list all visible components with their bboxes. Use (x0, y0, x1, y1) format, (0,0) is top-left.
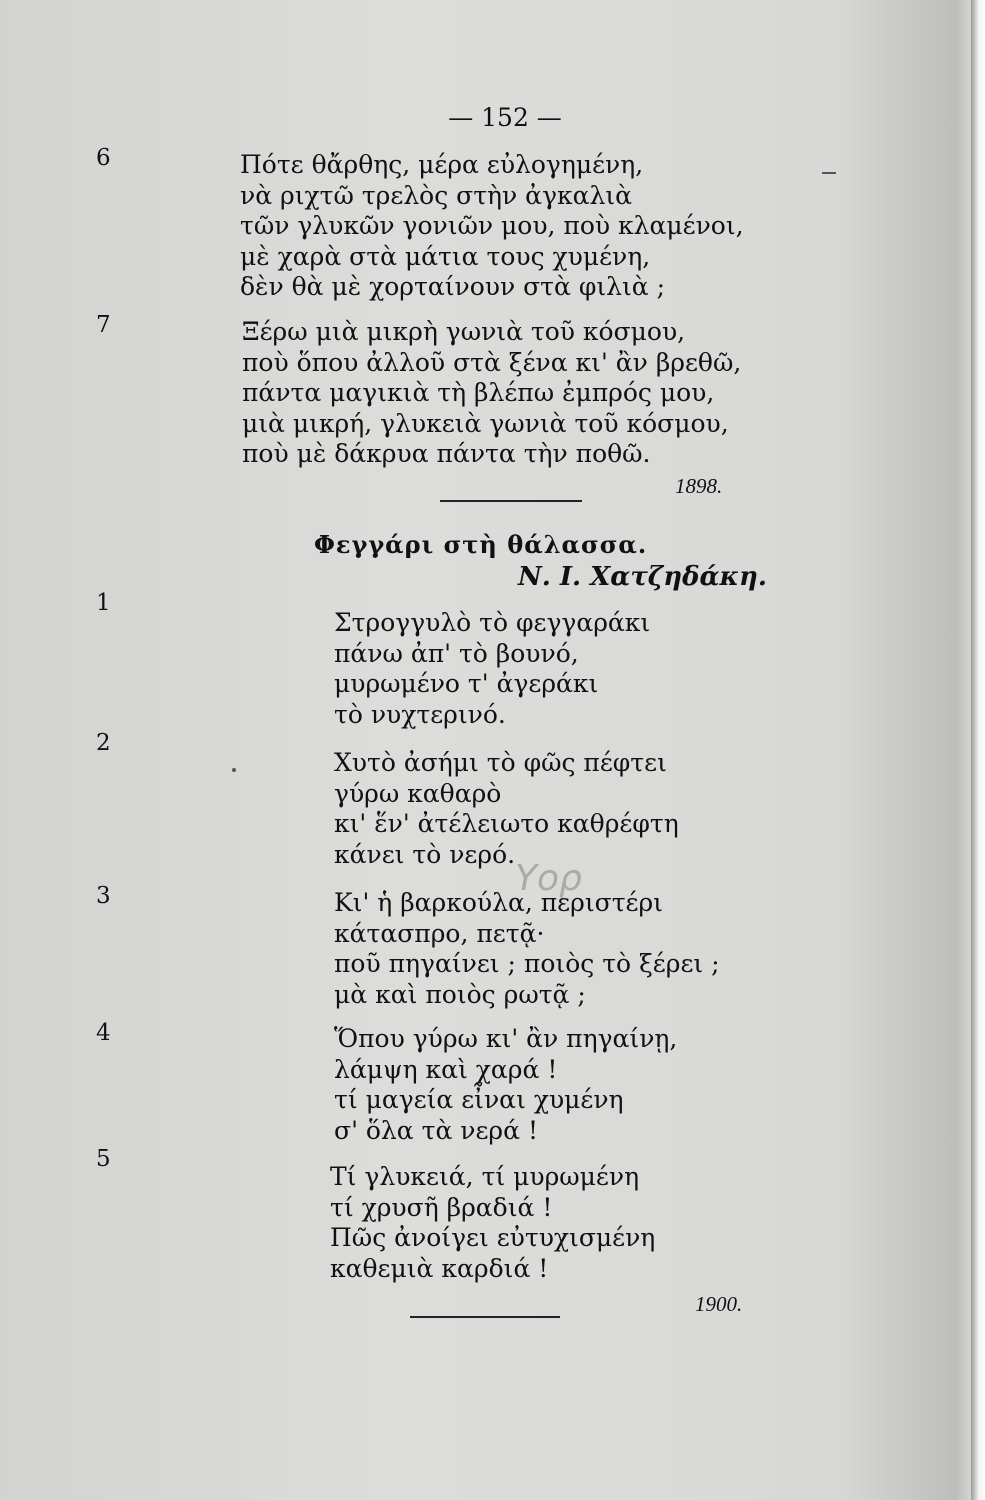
stray-mark (822, 172, 836, 174)
verse-line: πάνω ἀπ' τὸ βουνό, (334, 638, 579, 668)
verse-line: κάνει τὸ νερό. (334, 839, 516, 869)
verse-line: ποὺ ὅπου ἀλλοῦ στὰ ξένα κι' ἂν βρεθῶ, (242, 347, 742, 377)
poem1-stanza (240, 150, 744, 303)
verse-line: πάντα μαγικιὰ τὴ βλέπω ἐμπρός μου, (242, 378, 715, 407)
verse-line: νὰ ριχτῶ τρελὸς στὴν ἀγκαλιὰ (240, 180, 633, 210)
verse-line: σ' ὅλα τὰ νερά ! (334, 1115, 538, 1145)
margin-number: 4 (96, 1020, 111, 1046)
page-spine-edge (971, 0, 985, 1500)
verse-line: λάμψη καὶ χαρά ! (334, 1054, 558, 1084)
verse-line: Χυτὸ ἀσήμι τὸ φῶς πέφτει (334, 748, 667, 777)
verse-line: ποῦ πηγαίνει ; ποιὸς τὸ ξέρει ; (334, 949, 720, 978)
margin-number: 6 (96, 145, 111, 171)
page-number: — 152 — (448, 103, 562, 132)
poem2-date: 1900. (695, 1292, 743, 1316)
verse-line: γύρω καθαρὸ (334, 778, 502, 808)
poem2-stanza (334, 888, 720, 1010)
verse-line: Πότε θἄρθης, μέρα εὐλογημένη, (240, 150, 644, 179)
poem-author: Ν. Ι. Χατζηδάκη. (518, 562, 767, 592)
margin-number: 2 (96, 730, 111, 756)
verse-line: Ὅπου γύρω κι' ἂν πηγαίνῃ, (334, 1024, 678, 1053)
verse-line: Ξέρω μιὰ μικρὴ γωνιὰ τοῦ κόσμου, (242, 317, 686, 346)
verse-line: δὲν θὰ μὲ χορταίνουν στὰ φιλιὰ ; (240, 272, 666, 301)
margin-number: 1 (96, 590, 111, 616)
verse-line: Κι' ἡ βαρκούλα, περιστέρι (334, 888, 663, 917)
verse-line: τί χρυσῆ βραδιά ! (330, 1192, 553, 1222)
margin-number: 7 (96, 312, 111, 338)
pencil-annotation: Υορ (515, 858, 582, 899)
verse-line: μιὰ μικρή, γλυκειὰ γωνιὰ τοῦ κόσμου, (242, 408, 729, 438)
poem2-stanza (330, 1162, 655, 1284)
verse-line: Πῶς ἀνοίγει εὐτυχισμένη (330, 1223, 656, 1252)
verse-line: τῶν γλυκῶν γονιῶν μου, ποὺ κλαμένοι, (240, 211, 744, 240)
verse-line: καθεμιὰ καρδιά ! (330, 1253, 549, 1283)
poem2-stanza (334, 608, 650, 730)
verse-line: μὲ χαρὰ στὰ μάτια τους χυμένη, (240, 241, 651, 271)
section-rule (440, 500, 582, 502)
verse-line: Τί γλυκειά, τί μυρωμένη (330, 1162, 640, 1191)
section-rule (410, 1316, 560, 1318)
poem1-stanza (242, 317, 741, 470)
poem2-stanza (334, 748, 679, 870)
poem-title: Φεγγάρι στὴ θάλασσα. (314, 530, 648, 559)
verse-line: κάτασπρο, πετᾷ· (334, 918, 545, 948)
verse-line: ποὺ μὲ δάκρυα πάντα τὴν ποθῶ. (242, 439, 651, 468)
margin-number: 5 (96, 1146, 111, 1172)
verse-line: μὰ καὶ ποιὸς ρωτᾷ ; (334, 979, 586, 1009)
verse-line: μυρωμένο τ' ἀγεράκι (334, 669, 599, 698)
verse-line: τί μαγεία εἶναι χυμένη (334, 1085, 624, 1114)
poem2-stanza (334, 1024, 677, 1146)
verse-line: τὸ νυχτερινό. (334, 699, 506, 729)
verse-line: κι' ἕν' ἀτέλειωτο καθρέφτη (334, 809, 679, 838)
margin-number: 3 (96, 883, 111, 909)
poem1-date: 1898. (675, 474, 723, 498)
stray-mark (232, 768, 236, 772)
verse-line: Στρογγυλὸ τὸ φεγγαράκι (334, 608, 651, 637)
